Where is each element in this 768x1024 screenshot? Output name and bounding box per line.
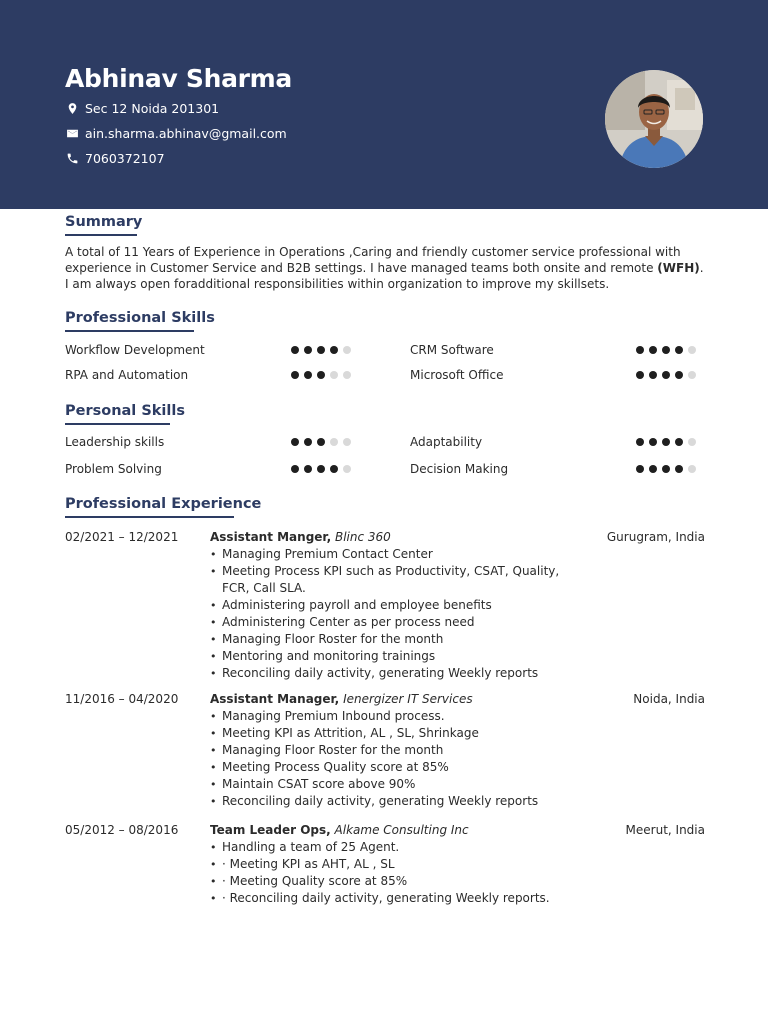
responsibility-item: • Handling a team of 25 Agent. bbox=[210, 839, 570, 856]
summary-text: A total of 11 Years of Experience in Operations ,Caring and friendly customer service professional with experience in Customer Service and B2B settings. I have managed teams both onsite and remote bbox=[65, 245, 681, 276]
skill-dot-filled bbox=[291, 371, 299, 379]
summary-underline bbox=[65, 234, 137, 236]
skill-dot-empty bbox=[688, 346, 696, 354]
summary-text-end: . I am always open foradditional responsibilities within organization to improve my skillsets. bbox=[65, 261, 704, 292]
responsibility-item: • Reconciling daily activity, generating Weekly reports bbox=[210, 793, 570, 810]
skill-level-dots bbox=[636, 438, 696, 446]
contact-email bbox=[65, 126, 287, 141]
summary-bold-text: (WFH) bbox=[657, 261, 700, 276]
job-company: Blinc 360 bbox=[334, 530, 391, 544]
contact-phone bbox=[65, 151, 165, 166]
job-responsibilities bbox=[210, 708, 570, 810]
skill-level-dots bbox=[291, 465, 351, 473]
job-title bbox=[210, 823, 469, 837]
summary-paragraph bbox=[65, 244, 705, 293]
skill-row bbox=[65, 368, 358, 384]
skill-level-dots bbox=[291, 371, 351, 379]
candidate-name: Abhinav Sharma bbox=[65, 64, 293, 93]
skill-row bbox=[65, 435, 358, 451]
skill-dot-filled bbox=[675, 346, 683, 354]
skill-dot-empty bbox=[330, 371, 338, 379]
skill-label: Decision Making bbox=[410, 462, 509, 476]
skill-row bbox=[410, 462, 703, 478]
professional-skills-heading: Professional Skills bbox=[65, 310, 215, 326]
job-dates: 02/2021 – 12/2021 bbox=[65, 530, 179, 544]
skill-dot-filled bbox=[317, 371, 325, 379]
skill-level-dots bbox=[291, 438, 351, 446]
skill-dot-filled bbox=[317, 438, 325, 446]
skill-dot-filled bbox=[649, 346, 657, 354]
skill-label: RPA and Automation bbox=[65, 368, 189, 382]
skill-dot-empty bbox=[343, 465, 351, 473]
responsibility-item: • Meeting Process KPI such as Productivity, CSAT, Quality, FCR, Call SLA. bbox=[210, 563, 570, 597]
skill-row bbox=[65, 462, 358, 478]
skill-dot-filled bbox=[330, 465, 338, 473]
responsibility-item: • Managing Premium Inbound process. bbox=[210, 708, 570, 725]
personal-skills-underline bbox=[65, 423, 170, 425]
responsibility-item: • · Meeting Quality score at 85% bbox=[210, 873, 570, 890]
job-role: Assistant Manager, bbox=[210, 692, 340, 706]
skill-dot-filled bbox=[675, 371, 683, 379]
skill-dot-filled bbox=[304, 346, 312, 354]
skill-dot-filled bbox=[662, 346, 670, 354]
skill-dot-filled bbox=[636, 346, 644, 354]
job-company: Alkame Consulting Inc bbox=[334, 823, 469, 837]
skill-dot-filled bbox=[662, 465, 670, 473]
skill-dot-empty bbox=[343, 346, 351, 354]
skill-row bbox=[410, 435, 703, 451]
skill-row bbox=[410, 343, 703, 359]
address-text: Sec 12 Noida 201301 bbox=[85, 101, 220, 116]
skill-dot-filled bbox=[636, 465, 644, 473]
skill-level-dots bbox=[636, 346, 696, 354]
skill-dot-filled bbox=[649, 371, 657, 379]
responsibility-item: • Reconciling daily activity, generating Weekly reports bbox=[210, 665, 570, 682]
skill-level-dots bbox=[291, 346, 351, 354]
skill-dot-filled bbox=[662, 371, 670, 379]
skill-dot-empty bbox=[688, 438, 696, 446]
job-location: Noida, India bbox=[633, 692, 705, 706]
responsibility-item: • Managing Floor Roster for the month bbox=[210, 631, 570, 648]
job-role: Assistant Manger, bbox=[210, 530, 332, 544]
phone-icon bbox=[65, 152, 79, 166]
responsibility-item: • Managing Premium Contact Center bbox=[210, 546, 570, 563]
skill-dot-filled bbox=[649, 438, 657, 446]
skill-level-dots bbox=[636, 465, 696, 473]
skill-dot-filled bbox=[675, 465, 683, 473]
job-company: Ienergizer IT Services bbox=[343, 692, 473, 706]
skill-dot-empty bbox=[343, 371, 351, 379]
skill-dot-filled bbox=[636, 438, 644, 446]
skill-level-dots bbox=[636, 371, 696, 379]
summary-heading: Summary bbox=[65, 214, 143, 230]
job-dates: 05/2012 – 08/2016 bbox=[65, 823, 179, 837]
responsibility-item: • Managing Floor Roster for the month bbox=[210, 742, 570, 759]
responsibility-item: • Maintain CSAT score above 90% bbox=[210, 776, 570, 793]
responsibility-item: • Meeting KPI as Attrition, AL , SL, Shrinkage bbox=[210, 725, 570, 742]
personal-skills-heading: Personal Skills bbox=[65, 403, 185, 419]
skill-row bbox=[65, 343, 358, 359]
skill-row bbox=[410, 368, 703, 384]
skill-dot-empty bbox=[688, 465, 696, 473]
skill-label: Workflow Development bbox=[65, 343, 205, 357]
skill-dot-empty bbox=[330, 438, 338, 446]
envelope-icon bbox=[65, 127, 79, 141]
job-title bbox=[210, 692, 473, 706]
skill-label: Problem Solving bbox=[65, 462, 162, 476]
skill-dot-filled bbox=[304, 465, 312, 473]
skill-dot-empty bbox=[343, 438, 351, 446]
skill-dot-filled bbox=[304, 371, 312, 379]
job-responsibilities bbox=[210, 839, 570, 907]
responsibility-item: • · Meeting KPI as AHT, AL , SL bbox=[210, 856, 570, 873]
resume-header bbox=[0, 0, 768, 209]
skill-dot-filled bbox=[317, 346, 325, 354]
job-location: Gurugram, India bbox=[606, 530, 705, 544]
job-role: Team Leader Ops, bbox=[210, 823, 331, 837]
location-pin-icon bbox=[65, 102, 79, 116]
job-dates: 11/2016 – 04/2020 bbox=[65, 692, 179, 706]
skill-label: Microsoft Office bbox=[410, 368, 504, 382]
skill-dot-filled bbox=[330, 346, 338, 354]
email-link[interactable]: ain.sharma.abhinav@gmail.com bbox=[85, 126, 287, 141]
skill-dot-filled bbox=[291, 346, 299, 354]
skill-dot-filled bbox=[304, 438, 312, 446]
experience-underline bbox=[65, 516, 234, 518]
phone-number: 7060372107 bbox=[85, 151, 165, 166]
skill-label: CRM Software bbox=[410, 343, 494, 357]
job-responsibilities bbox=[210, 546, 570, 682]
skill-dot-filled bbox=[662, 438, 670, 446]
skill-dot-empty bbox=[688, 371, 696, 379]
skill-dot-filled bbox=[636, 371, 644, 379]
contact-address bbox=[65, 101, 219, 116]
responsibility-item: • Administering Center as per process need bbox=[210, 614, 570, 631]
professional-skills-underline bbox=[65, 330, 194, 332]
skill-dot-filled bbox=[291, 438, 299, 446]
responsibility-item: • · Reconciling daily activity, generating Weekly reports. bbox=[210, 890, 570, 907]
skill-dot-filled bbox=[291, 465, 299, 473]
responsibility-item: • Administering payroll and employee benefits bbox=[210, 597, 570, 614]
skill-dot-filled bbox=[649, 465, 657, 473]
job-location: Meerut, India bbox=[625, 823, 705, 837]
skill-label: Leadership skills bbox=[65, 435, 165, 449]
skill-dot-filled bbox=[675, 438, 683, 446]
profile-photo bbox=[605, 70, 703, 168]
skill-label: Adaptability bbox=[410, 435, 483, 449]
responsibility-item: • Meeting Process Quality score at 85% bbox=[210, 759, 570, 776]
experience-heading: Professional Experience bbox=[65, 496, 262, 512]
job-title bbox=[210, 530, 391, 544]
skill-dot-filled bbox=[317, 465, 325, 473]
responsibility-item: • Mentoring and monitoring trainings bbox=[210, 648, 570, 665]
